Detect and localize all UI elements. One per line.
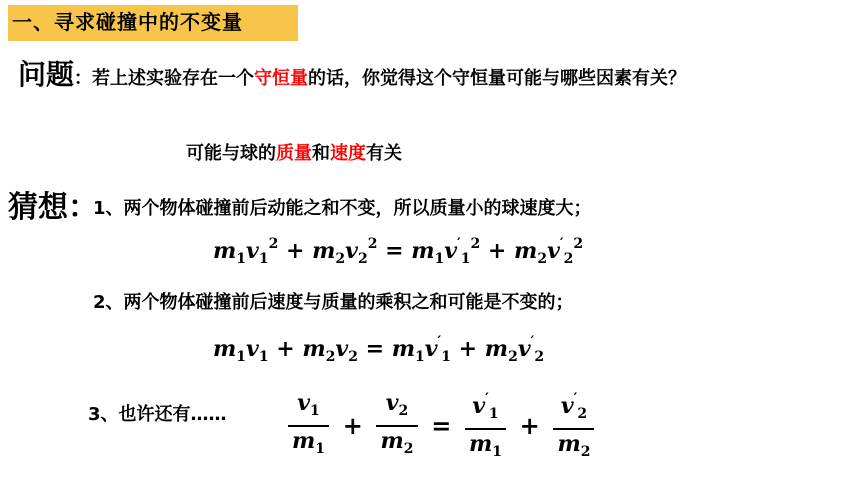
answer-word-mass: 质量 [276,143,312,164]
kinetic-energy-equation: $m_1v_1^2 + m_2v_2^2 = m_1v'_1^2 + m_2v'_2^2$ [213,236,584,267]
answer-word-velocity: 速度 [330,143,366,164]
page-title: 一、寻求碰撞中的不变量 [12,10,243,34]
fraction-v2-m2: $\frac{v_2}{m_2}$ [376,390,417,462]
answer-joiner: 和 [312,143,330,164]
fraction-v1-m1: $\frac{v_1}{m_1}$ [288,390,329,462]
question-highlight: 守恒量 [254,68,309,89]
question-text-before: 若上述实验存在一个 [92,68,255,89]
fraction-v2prime-m2: $\frac{v'_2}{m_2}$ [553,386,594,465]
ratio-equation: $\frac{v_1}{m_1}$ + $\frac{v_2}{m_2}$ = $\frac{v'_1}{m_1}$ + $\frac{v'_2}{m_2}$ [284,386,598,465]
answer-prefix: 可能与球的 [186,143,276,164]
fraction-v1prime-m1: $\frac{v'_1}{m_1}$ [465,386,506,465]
question-text-after: 的话，你觉得这个守恒量可能与哪些因素有关？ [308,68,687,89]
guess-item-3: 3、也许还有…… [88,404,227,425]
guess-item-1: 1、两个物体碰撞前后动能之和不变，所以质量小的球速度大； [93,198,592,219]
guess-item-2: 2、两个物体碰撞前后速度与质量的乘积之和可能是不变的； [93,292,574,313]
question-label: 问题 [18,58,75,91]
answer-suffix: 有关 [366,143,402,164]
momentum-equation: $m_1v_1 + m_2v_2 = m_1v'_1 + m_2v'_2$ [213,334,545,365]
guess-label: 猜想： [8,190,98,225]
answer-line [186,139,402,169]
question-colon: ： [74,68,93,89]
question-block [18,58,848,95]
